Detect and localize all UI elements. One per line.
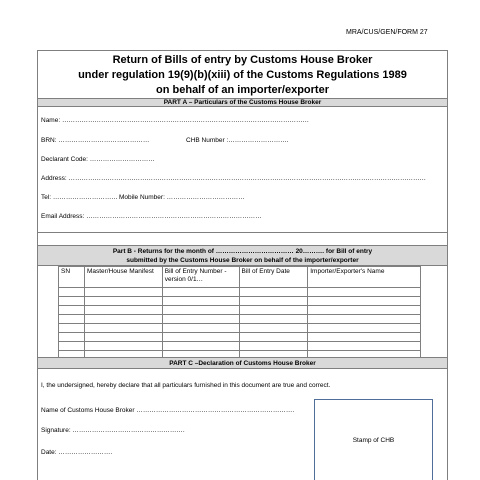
declaration-text: I, the undersigned, hereby declare that all particulars furnished in this document are true and correct. [41, 382, 331, 389]
table-cell[interactable] [59, 342, 85, 351]
brn-field[interactable]: BRN: …………………………………… [41, 137, 150, 144]
name-field[interactable]: Name: …………………………………………………………………………………………………… [41, 117, 309, 124]
column-header-importer-name: Importer/Exporter's Name [308, 267, 421, 288]
declarant-code-field[interactable]: Declarant Code: ………………………… [41, 156, 155, 163]
table-cell[interactable] [162, 315, 239, 324]
table-cell[interactable] [308, 333, 421, 342]
table-cell[interactable] [59, 297, 85, 306]
table-row [59, 324, 421, 333]
table-cell[interactable] [84, 297, 162, 306]
column-header-sn: SN [59, 267, 85, 288]
title-line-1: Return of Bills of entry by Customs House Broker [112, 54, 373, 66]
table-cell[interactable] [162, 333, 239, 342]
title-line-3: on behalf of an importer/exporter [156, 84, 329, 96]
table-row [59, 333, 421, 342]
part-b-heading [38, 245, 447, 266]
part-c-heading: PART C –Declaration of Customs House Broker [38, 357, 447, 369]
returns-table-header [59, 267, 421, 288]
chb-number-field[interactable]: CHB Number :………………………. [186, 137, 289, 144]
table-cell[interactable] [59, 333, 85, 342]
table-cell[interactable] [162, 324, 239, 333]
table-cell[interactable] [84, 288, 162, 297]
returns-table [58, 266, 421, 369]
table-cell[interactable] [239, 315, 308, 324]
table-cell[interactable] [308, 306, 421, 315]
table-cell[interactable] [239, 342, 308, 351]
address-field[interactable]: Address: ………………………………………………………………………………………………………………………………………………… [41, 175, 426, 182]
stamp-label: Stamp of CHB [352, 437, 395, 444]
table-cell[interactable] [59, 324, 85, 333]
column-header-manifest: Master/House Manifest [84, 267, 162, 288]
title-line-2: under regulation 19(9)(b)(xiii) of the Customs Regulations 1989 [78, 69, 407, 81]
table-cell[interactable] [59, 306, 85, 315]
form-code: MRA/CUS/GEN/FORM 27 [346, 29, 428, 36]
table-cell[interactable] [84, 315, 162, 324]
table-cell[interactable] [239, 333, 308, 342]
table-cell[interactable] [84, 306, 162, 315]
mobile-number-field[interactable]: Mobile Number: ……………………………… [119, 194, 245, 201]
table-cell[interactable] [59, 288, 85, 297]
table-cell[interactable] [84, 333, 162, 342]
email-field[interactable]: Email Address: ……………………………………………………………………… [41, 213, 262, 220]
table-cell[interactable] [84, 342, 162, 351]
table-cell[interactable] [308, 342, 421, 351]
form-title [38, 53, 447, 98]
table-cell[interactable] [239, 297, 308, 306]
part-b-heading-line-2: submitted by the Customs House Broker on behalf of the importer/exporter [126, 257, 359, 264]
table-cell[interactable] [162, 306, 239, 315]
date-field[interactable]: Date: ……………………. [41, 449, 113, 456]
table-cell[interactable] [162, 342, 239, 351]
table-row [59, 342, 421, 351]
column-header-bill-number: Bill of Entry Number -version 0/1… [162, 267, 239, 288]
tel-field[interactable]: Tel: ………………………… [41, 194, 118, 201]
signature-field[interactable]: Signature: ……………………………………………. [41, 427, 185, 434]
part-a-heading: PART A – Particulars of the Customs House Broker [38, 98, 447, 107]
column-header-bill-date: Bill of Entry Date [239, 267, 308, 288]
table-cell[interactable] [162, 297, 239, 306]
part-b-heading-line-1: Part B - Returns for the month of ……………………………… 20………. for Bill of entry [112, 248, 373, 255]
table-cell[interactable] [308, 297, 421, 306]
table-cell[interactable] [162, 288, 239, 297]
table-row [59, 288, 421, 297]
table-cell[interactable] [239, 288, 308, 297]
table-cell[interactable] [239, 306, 308, 315]
form-frame [37, 50, 448, 480]
table-row [59, 315, 421, 324]
table-row [59, 297, 421, 306]
table-cell[interactable] [308, 288, 421, 297]
table-cell[interactable] [239, 324, 308, 333]
table-row [59, 306, 421, 315]
table-cell[interactable] [59, 315, 85, 324]
broker-name-field[interactable]: Name of Customs House Broker ………………………………………………………………. [41, 407, 295, 414]
table-cell[interactable] [308, 324, 421, 333]
table-cell[interactable] [84, 324, 162, 333]
stamp-box [314, 399, 433, 480]
section-divider [38, 232, 447, 233]
table-cell[interactable] [308, 315, 421, 324]
